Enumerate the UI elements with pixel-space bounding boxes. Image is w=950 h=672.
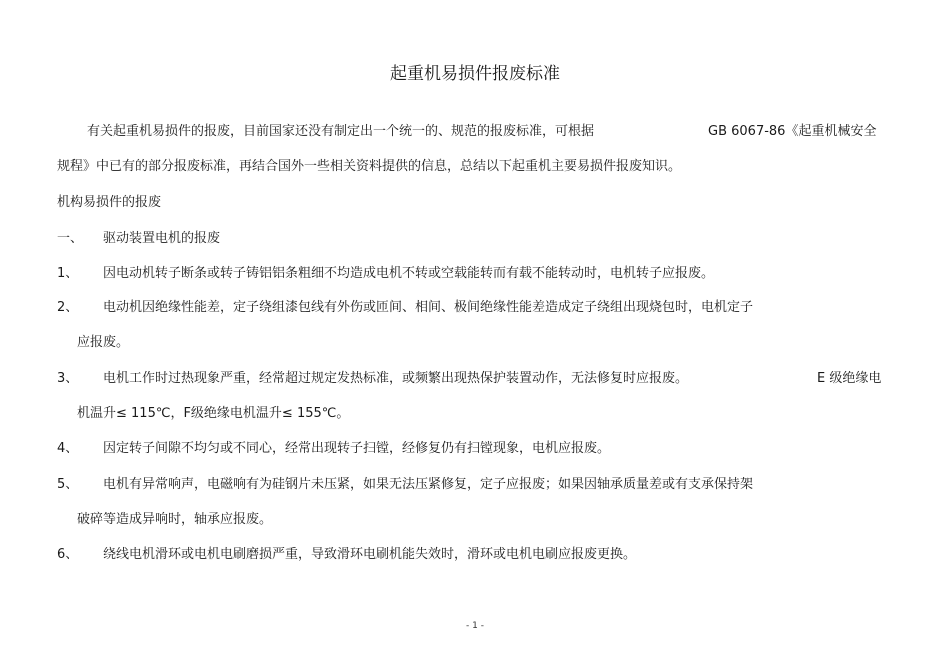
list-item-number: 1、 — [57, 266, 79, 281]
list-item-number: 2、 — [57, 300, 79, 315]
list-item-number: 5、 — [57, 477, 79, 492]
intro-paragraph-line1-ref — [708, 122, 876, 142]
intro-text-a: 有关起重机易损件的报废，目前国家还没有制定出一个统一的、规范的报废标准，可根据 — [87, 124, 595, 139]
list-item-text: 因定转子间隙不均匀或不同心，经常出现转子扫镗，经修复仍有扫镗现象，电机应报废。 — [103, 441, 611, 456]
subsection-title: 驱动装置电机的报废 — [103, 231, 221, 246]
document-title: 起重机易损件报废标准 — [390, 64, 560, 84]
list-item-text: 绕线电机滑环或电机电刷磨损严重，导致滑环电刷机能失效时，滑环或电机电刷应报废更换。 — [103, 547, 637, 562]
list-item-text: 因电动机转子断条或转子铸铝铝条粗细不均造成电机不转或空载能转而有载不能转动时，电机转子应报废。 — [103, 266, 715, 281]
intro-paragraph-line1 — [87, 122, 594, 142]
list-item-text-continued: 机温升≤ 115℃，F级绝缘电机温升≤ 155℃。 — [77, 406, 350, 421]
list-item-text: 电动机因绝缘性能差，定子绕组漆包线有外伤或匝间、相间、极间绝缘性能差造成定子绕组出现烧包时，电机定子 — [103, 300, 754, 315]
list-item-text-tail: E 级绝缘电 — [817, 371, 882, 386]
list-item-text-continued: 应报废。 — [77, 335, 130, 350]
list-item-number: 4、 — [57, 441, 79, 456]
intro-paragraph-line2: 规程》中已有的部分报废标准，再结合国外一些相关资料提供的信息，总结以下起重机主要易损件报废知识。 — [57, 159, 682, 174]
list-item-text-continued: 破碎等造成异响时，轴承应报废。 — [77, 512, 273, 527]
list-item-text: 电机工作时过热现象严重，经常超过规定发热标准，或频繁出现热保护装置动作，无法修复时应报废。 — [103, 371, 689, 386]
subsection-number: 一、 — [57, 231, 84, 246]
section-heading: 机构易损件的报废 — [57, 195, 162, 210]
list-item-number: 3、 — [57, 371, 79, 386]
page-number: - 1 - — [466, 621, 484, 631]
list-item-number: 6、 — [57, 547, 79, 562]
intro-text-b: GB 6067-86《起重机械安全 — [708, 124, 877, 139]
list-item-text: 电机有异常响声，电磁响有为硅钢片未压紧，如果无法压紧修复，定子应报废；如果因轴承质量差或有支承保持架 — [103, 477, 754, 492]
